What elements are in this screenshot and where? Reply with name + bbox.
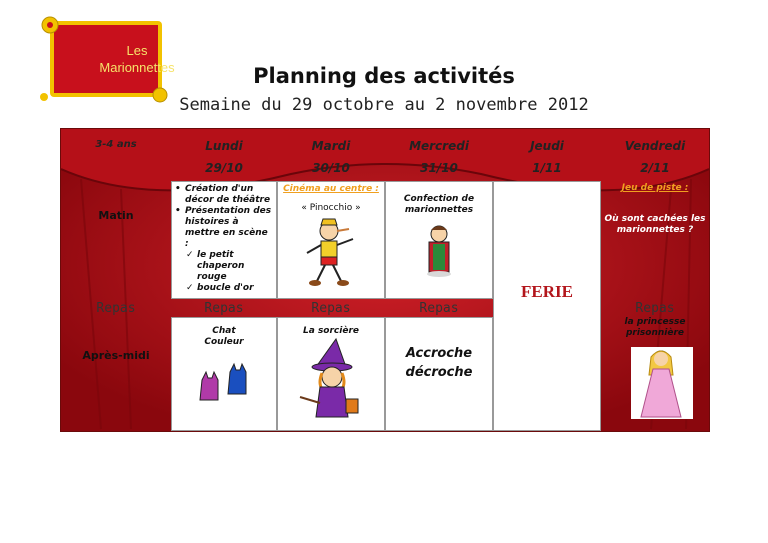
repas-label: Repas <box>204 301 244 316</box>
movie-title: « Pinocchio » <box>301 203 361 213</box>
day-name: Vendredi <box>624 139 686 153</box>
repas-label: Repas <box>635 301 675 316</box>
princess-frame <box>631 347 693 419</box>
cell-matin-mercredi <box>385 181 493 299</box>
day-header-lundi <box>171 135 277 183</box>
activity-text: Chat Couleur <box>204 326 244 347</box>
day-date: 31/10 <box>420 161 458 175</box>
pinocchio-illustration <box>299 215 363 287</box>
check-icon: ✓ <box>186 283 194 293</box>
repas-label: Repas <box>311 301 351 316</box>
page-subtitle: Semaine du 29 octobre au 2 novembre 2012 <box>179 95 589 115</box>
cell-matin-lundi <box>171 181 277 299</box>
check-icon: ✓ <box>186 250 194 260</box>
day-date: 1/11 <box>532 161 562 175</box>
cell-matin-mardi <box>277 181 385 299</box>
story-item: ✓ le petit chaperon rouge <box>186 250 245 282</box>
cell-matin-vendredi <box>601 181 709 299</box>
cinema-heading: Cinéma au centre : <box>283 184 379 194</box>
ferie-label: FERIE <box>521 282 573 301</box>
cats-illustration <box>194 362 254 402</box>
cell-jeudi-ferie <box>493 181 601 431</box>
day-header-jeudi <box>493 135 601 183</box>
day-date: 29/10 <box>205 161 243 175</box>
marionnettes-banner <box>40 15 175 103</box>
banner-line-1: Les <box>126 43 148 58</box>
activity-text: Où sont cachées les marionnettes ? <box>604 214 706 235</box>
day-name: Mardi <box>311 139 351 153</box>
day-header-mercredi <box>385 135 493 183</box>
cell-apres-midi-lundi <box>171 317 277 431</box>
day-header-mardi <box>277 135 385 183</box>
row-label-matin: Matin <box>98 209 134 222</box>
row-label-apres-midi: Après-midi <box>82 349 150 362</box>
corner-label: 3-4 ans <box>95 139 137 150</box>
repas-label: Repas <box>96 301 136 316</box>
story-item: ✓ boucle d'or <box>186 283 254 293</box>
planning-table <box>60 128 710 432</box>
puppet-illustration <box>419 222 459 278</box>
treasure-hunt-heading: Jeu de piste : <box>621 183 689 193</box>
princess-illustration <box>631 347 693 419</box>
activity-item: • Création d'un décor de théâtre <box>175 184 273 206</box>
cell-apres-midi-mercredi <box>385 317 493 431</box>
cell-apres-midi-vendredi <box>601 317 709 431</box>
activity-text: Confection de marionnettes <box>403 194 475 215</box>
activity-text: Accroche décroche <box>405 346 473 380</box>
activity-item: • Présentation des histoires à mettre en scène : <box>175 206 273 250</box>
witch-illustration <box>296 337 366 421</box>
page-title: Planning des activités <box>253 64 515 88</box>
repas-label: Repas <box>419 301 459 316</box>
day-date: 30/10 <box>312 161 350 175</box>
activity-text: la princesse prisonnière <box>624 317 686 338</box>
day-name: Mercredi <box>409 139 469 153</box>
day-date: 2/11 <box>640 161 670 175</box>
day-name: Lundi <box>205 139 243 153</box>
activity-text: La sorcière <box>303 326 359 336</box>
day-header-vendredi <box>601 135 709 183</box>
banner-line-2: Marionnettes <box>99 60 175 75</box>
day-name: Jeudi <box>530 139 564 153</box>
cell-apres-midi-mardi <box>277 317 385 431</box>
